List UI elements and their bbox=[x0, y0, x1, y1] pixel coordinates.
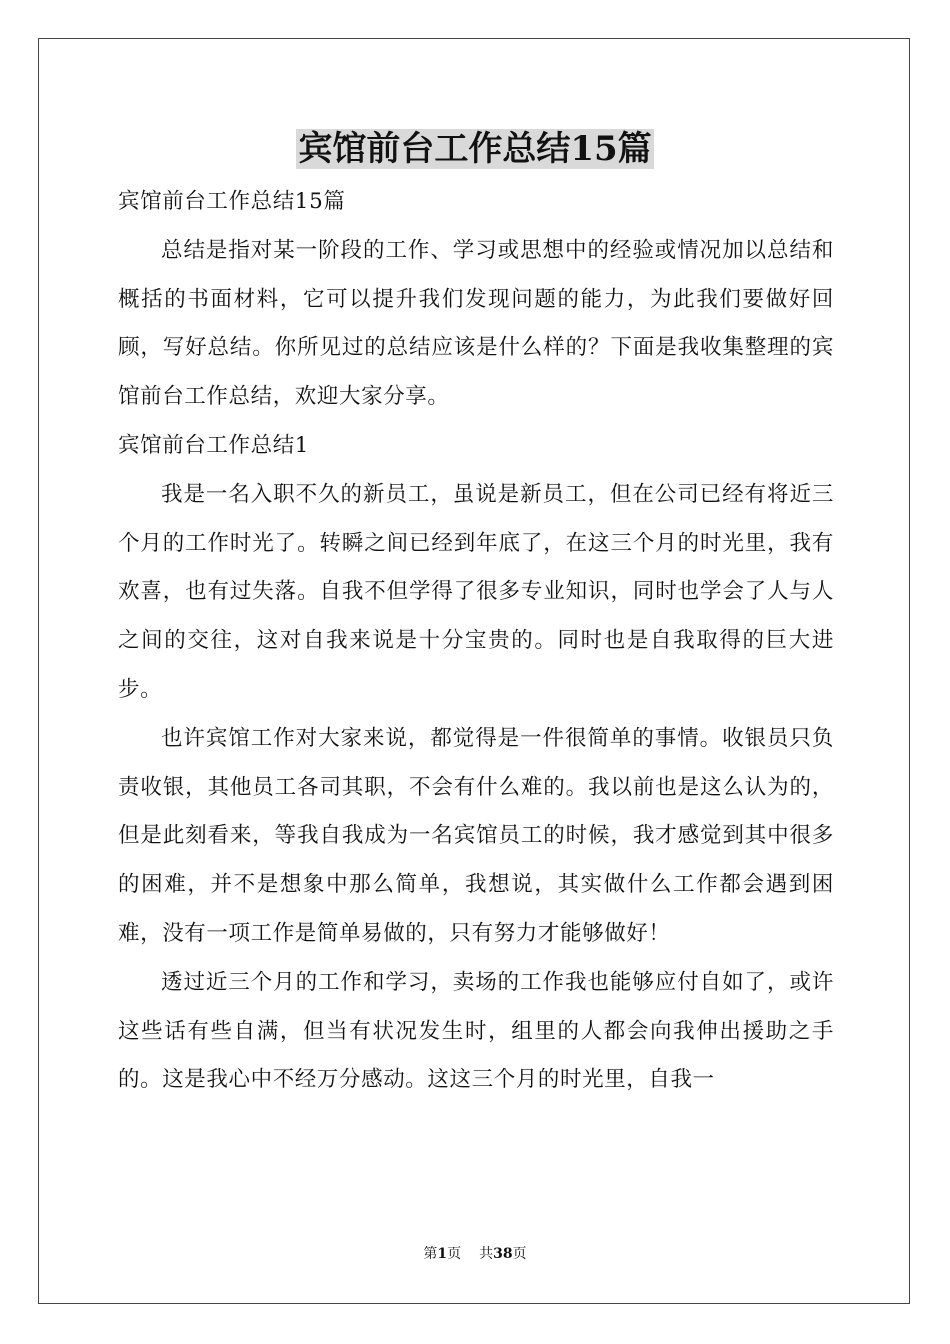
paragraph-subtitle: 宾馆前台工作总结15篇 bbox=[118, 189, 346, 214]
page-suffix: 页 bbox=[447, 1246, 462, 1262]
document-title-text: 宾馆前台工作总结15篇 bbox=[298, 129, 652, 169]
page-prefix: 第 bbox=[423, 1246, 438, 1262]
page-footer bbox=[0, 1244, 950, 1264]
paragraph-body-3: 透过近三个月的工作和学习，卖场的工作我也能够应付自如了，或许这些话有些自满，但当有状况发生时，组里的人都会向我伸出援助之手的。这是我心中不经万分感动。这这三个月的时光里，自我一 bbox=[118, 969, 834, 1093]
paragraph-intro: 总结是指对某一阶段的工作、学习或思想中的经验或情况加以总结和概括的书面材料，它可以提升我们发现问题的能力，为此我们要做好回顾，写好总结。你所见过的总结应该是什么样的？下面是我收集整理的宾馆前台工作总结，欢迎大家分享。 bbox=[118, 237, 834, 410]
document-body bbox=[118, 178, 834, 1105]
paragraph-section-heading: 宾馆前台工作总结1 bbox=[118, 432, 310, 458]
paragraph-body-2: 也许宾馆工作对大家来说，都觉得是一件很简单的事情。收银员只负责收银，其他员工各司其职，不会有什么难的。我以前也是这么认为的，但是此刻看来，等我自我成为一名宾馆员工的时候，我才感觉到其中很多的困难，并不是想象中那么简单，我想说，其实做什么工作都会遇到困难，没有一项工作是简单易做的，只有努力才能够做好！ bbox=[118, 725, 834, 946]
page-current-number: 1 bbox=[437, 1246, 448, 1262]
page-total-number: 38 bbox=[493, 1246, 513, 1262]
document-title bbox=[0, 126, 950, 172]
paragraph-body-1: 我是一名入职不久的新员工，虽说是新员工，但在公司已经有将近三个月的工作时光了。转瞬之间已经到年底了，在这三个月的时光里，我有欢喜，也有过失落。自我不但学得了很多专业知识，同时也学会了人与人之间的交往，这对自我来说是十分宝贵的。同时也是自我取得的巨大进步。 bbox=[118, 481, 834, 702]
total-prefix: 共 bbox=[479, 1246, 494, 1262]
total-suffix: 页 bbox=[512, 1246, 527, 1262]
